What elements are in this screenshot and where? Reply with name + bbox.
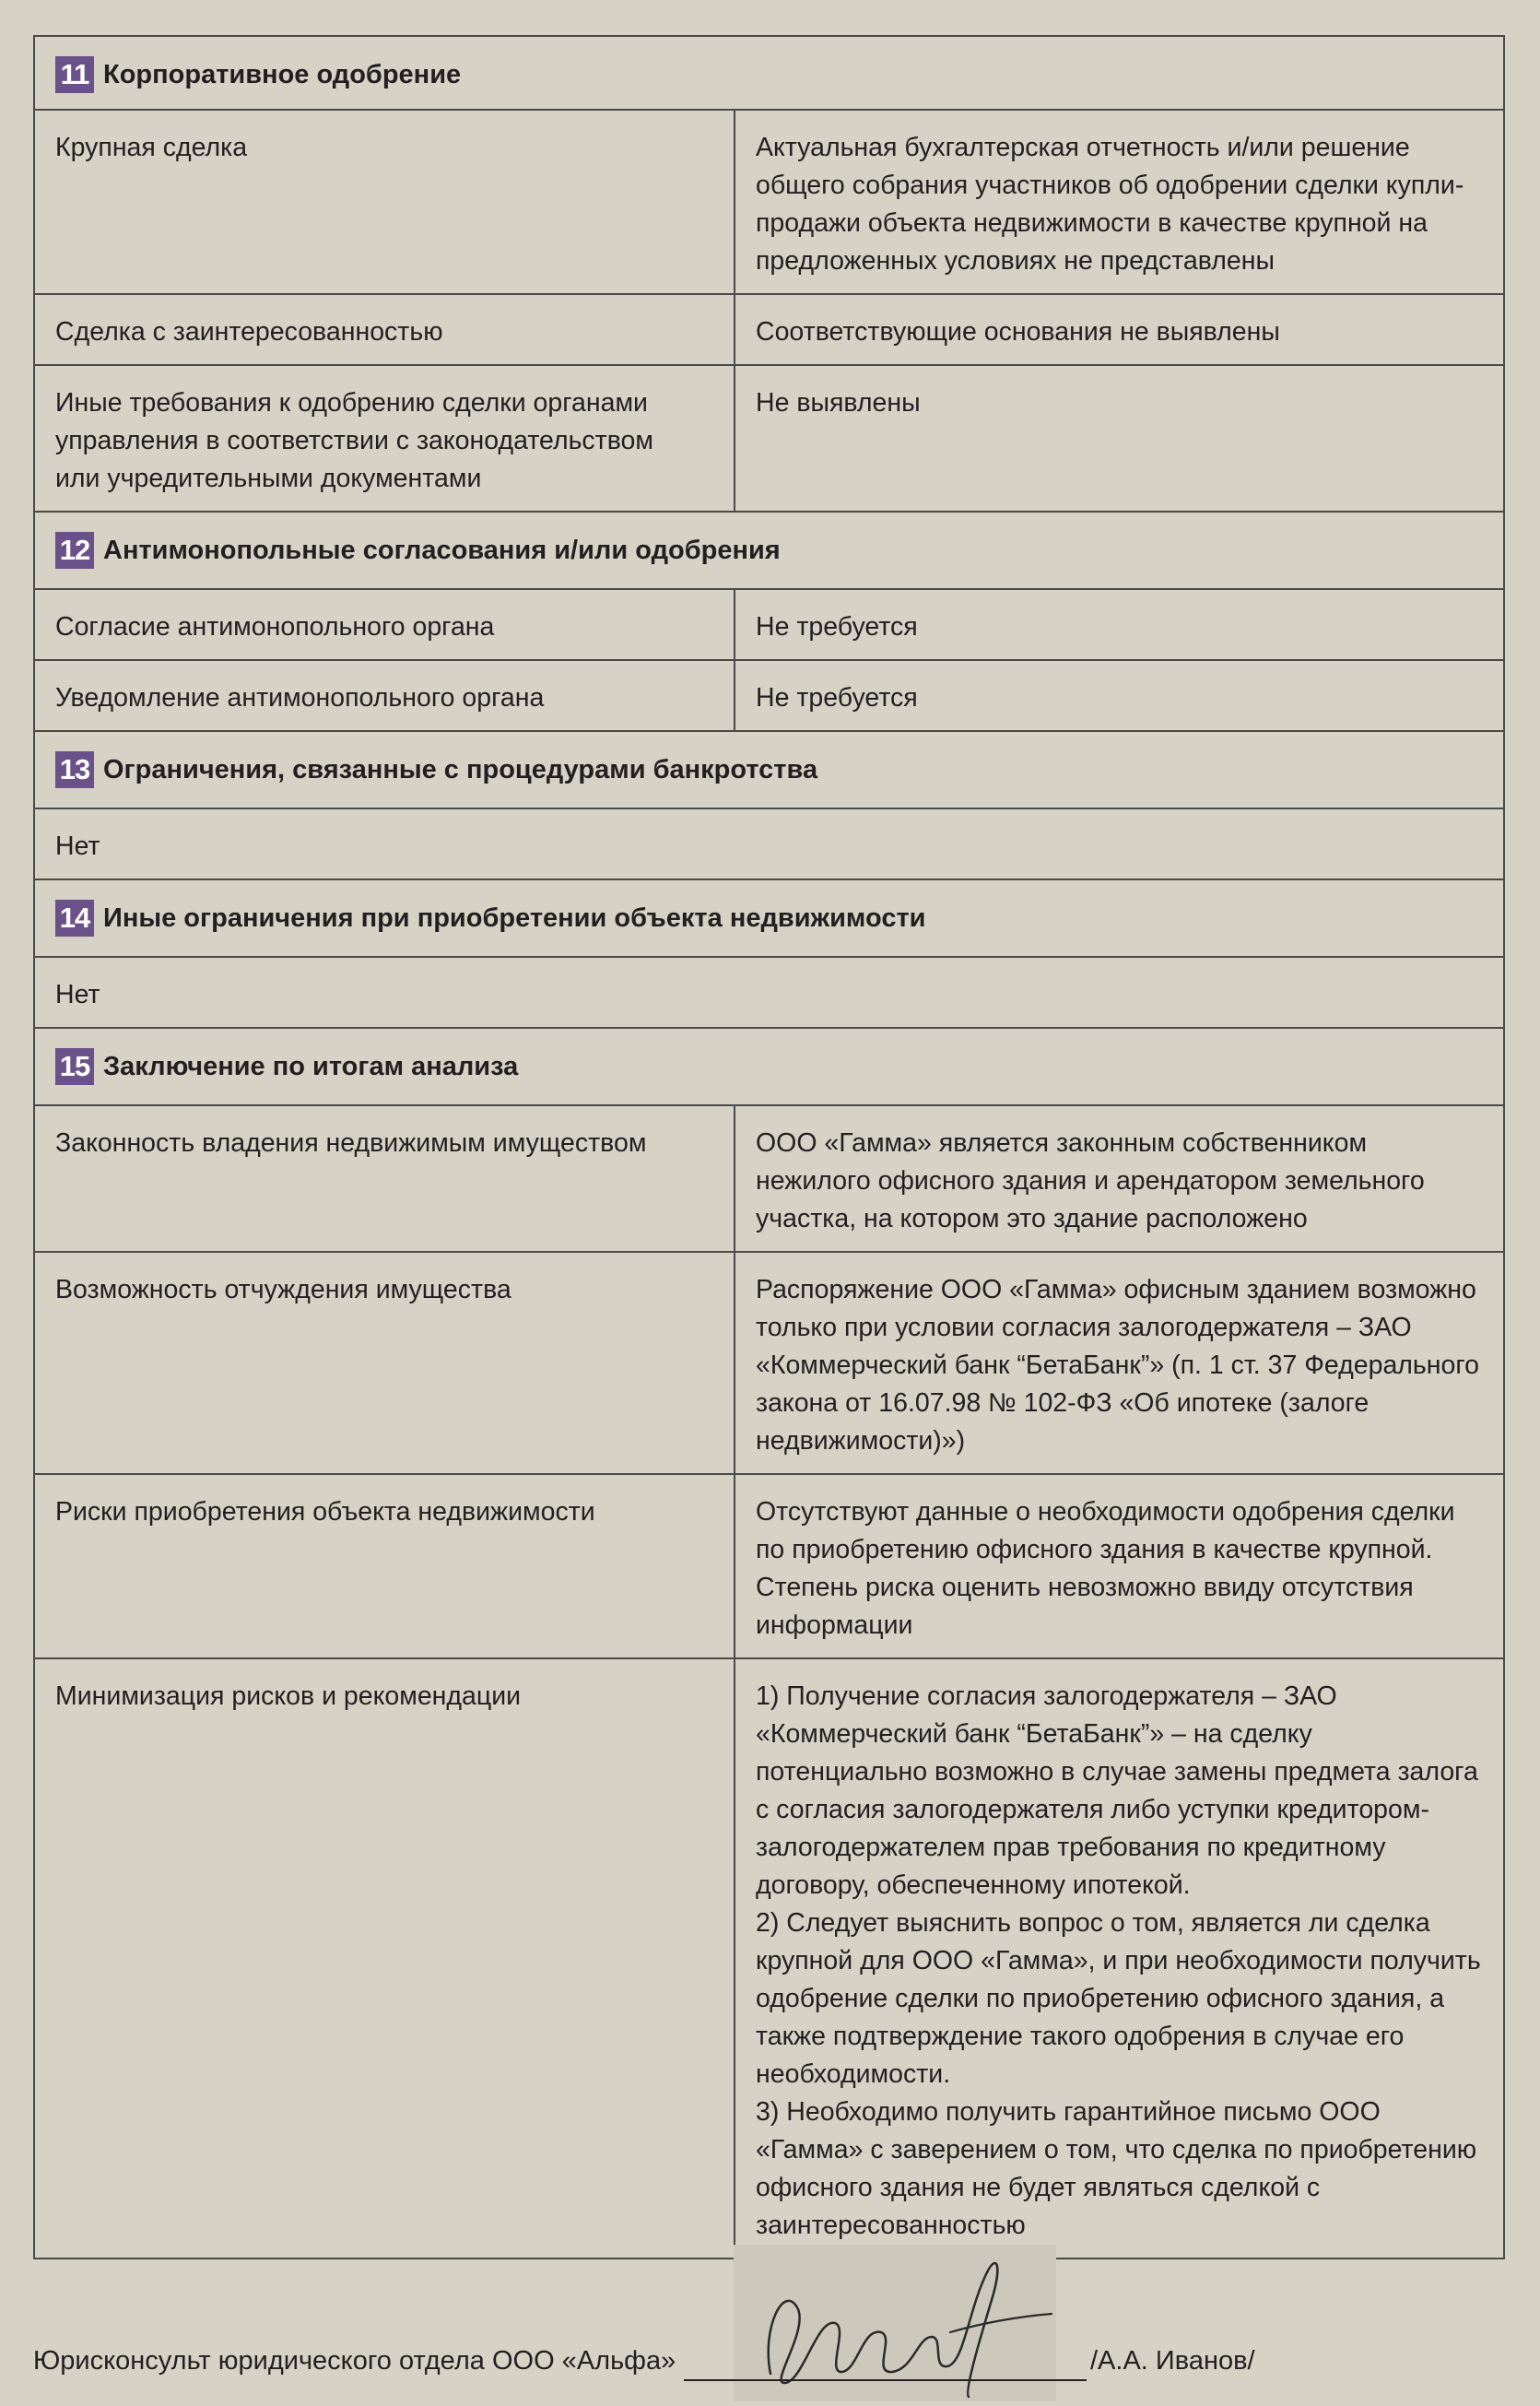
section-title: Иные ограничения при приобретении объекта недвижимости	[103, 902, 926, 933]
row-value: Не выявлены	[735, 365, 1504, 512]
section-header-14	[34, 879, 1504, 957]
row-label: Законность владения недвижимым имуществом	[34, 1105, 735, 1252]
section-title: Антимонопольные согласования и/или одобрения	[103, 535, 781, 565]
recommendation-3: 3) Необходимо получить гарантийное письмо ООО «Гамма» с заверением о том, что сделка по приобретению офисного здания не будет являться сделкой с заинтересованностью	[756, 2097, 1477, 2240]
row-full: Нет	[34, 957, 1504, 1028]
row-value: Актуальная бухгалтерская отчетность и/или решение общего собрания участников об одобрении сделки купли-продажи объекта недвижимости в качестве крупной на предложенных условиях не представлены	[735, 110, 1504, 294]
section-title: Ограничения, связанные с процедурами банкротства	[103, 754, 818, 784]
section-number: 12	[55, 532, 94, 569]
row-value: Отсутствуют данные о необходимости одобрения сделки по приобретению офисного здания в качестве крупной. Степень риска оценить невозможно ввиду отсутствия информации	[735, 1474, 1504, 1658]
table-row	[34, 589, 1504, 660]
row-value	[735, 1658, 1504, 2259]
table-row	[34, 808, 1504, 879]
table-row	[34, 1474, 1504, 1658]
section-header-12	[34, 512, 1504, 589]
section-number: 13	[55, 751, 94, 788]
row-label: Риски приобретения объекта недвижимости	[34, 1474, 735, 1658]
row-label: Минимизация рисков и рекомендации	[34, 1658, 735, 2259]
section-number: 15	[55, 1048, 94, 1085]
table-row	[34, 1252, 1504, 1474]
signature-icon	[734, 2245, 1056, 2401]
table-row	[34, 1105, 1504, 1252]
row-label: Иные требования к одобрению сделки органами управления в соответствии с законодательством или учредительными документами	[34, 365, 735, 512]
row-value: Распоряжение ООО «Гамма» офисным зданием возможно только при условии согласия залогодержателя – ЗАО «Коммерческий банк “БетаБанк”» (п. 1 ст. 37 Федерального закона от 16.07.98 № 102-ФЗ «Об ипотеке (залоге недвижимости)»)	[735, 1252, 1504, 1474]
row-full: Нет	[34, 808, 1504, 879]
row-label: Согласие антимонопольного органа	[34, 589, 735, 660]
section-title: Корпоративное одобрение	[103, 59, 462, 89]
table-row	[34, 294, 1504, 365]
row-value: Не требуется	[735, 589, 1504, 660]
signer-role: Юрисконсульт юридического отдела ООО «Альфа»	[33, 2346, 676, 2376]
row-label: Уведомление антимонопольного органа	[34, 660, 735, 731]
section-header-15	[34, 1028, 1504, 1105]
section-header-13	[34, 731, 1504, 808]
table-row	[34, 1658, 1504, 2259]
table-row	[34, 957, 1504, 1028]
row-value: Соответствующие основания не выявлены	[735, 294, 1504, 365]
recommendation-1: 1) Получение согласия залогодержателя – ЗАО «Коммерческий банк “БетаБанк”» – на сделку потенциально возможно в случае замены предмета залога с согласия залогодержателя либо уступки кредитором-залогодержателем прав требования по кредитному договору, обеспеченному ипотекой.	[756, 1681, 1478, 1900]
table-row	[34, 660, 1504, 731]
section-title: Заключение по итогам анализа	[103, 1051, 519, 1081]
row-value: Не требуется	[735, 660, 1504, 731]
table-row	[34, 110, 1504, 294]
analysis-table	[33, 35, 1505, 2259]
section-number: 11	[55, 56, 94, 93]
signature-block	[33, 2318, 1503, 2401]
row-label: Сделка с заинтересованностью	[34, 294, 735, 365]
document	[33, 35, 1503, 2259]
section-header-11	[34, 36, 1504, 110]
row-value: ООО «Гамма» является законным собственником нежилого офисного здания и арендатором земельного участка, на котором это здание расположено	[735, 1105, 1504, 1252]
table-row	[34, 365, 1504, 512]
row-label: Крупная сделка	[34, 110, 735, 294]
signature-line	[684, 2379, 1087, 2381]
section-number: 14	[55, 900, 94, 937]
signer-name: /А.А. Иванов/	[1090, 2346, 1255, 2376]
recommendation-2: 2) Следует выяснить вопрос о том, является ли сделка крупной для ООО «Гамма», и при необходимости получить одобрение сделки по приобретению офисного здания, а также подтверждение такого одобрения в случае его необходимости.	[756, 1908, 1481, 2089]
row-label: Возможность отчуждения имущества	[34, 1252, 735, 1474]
